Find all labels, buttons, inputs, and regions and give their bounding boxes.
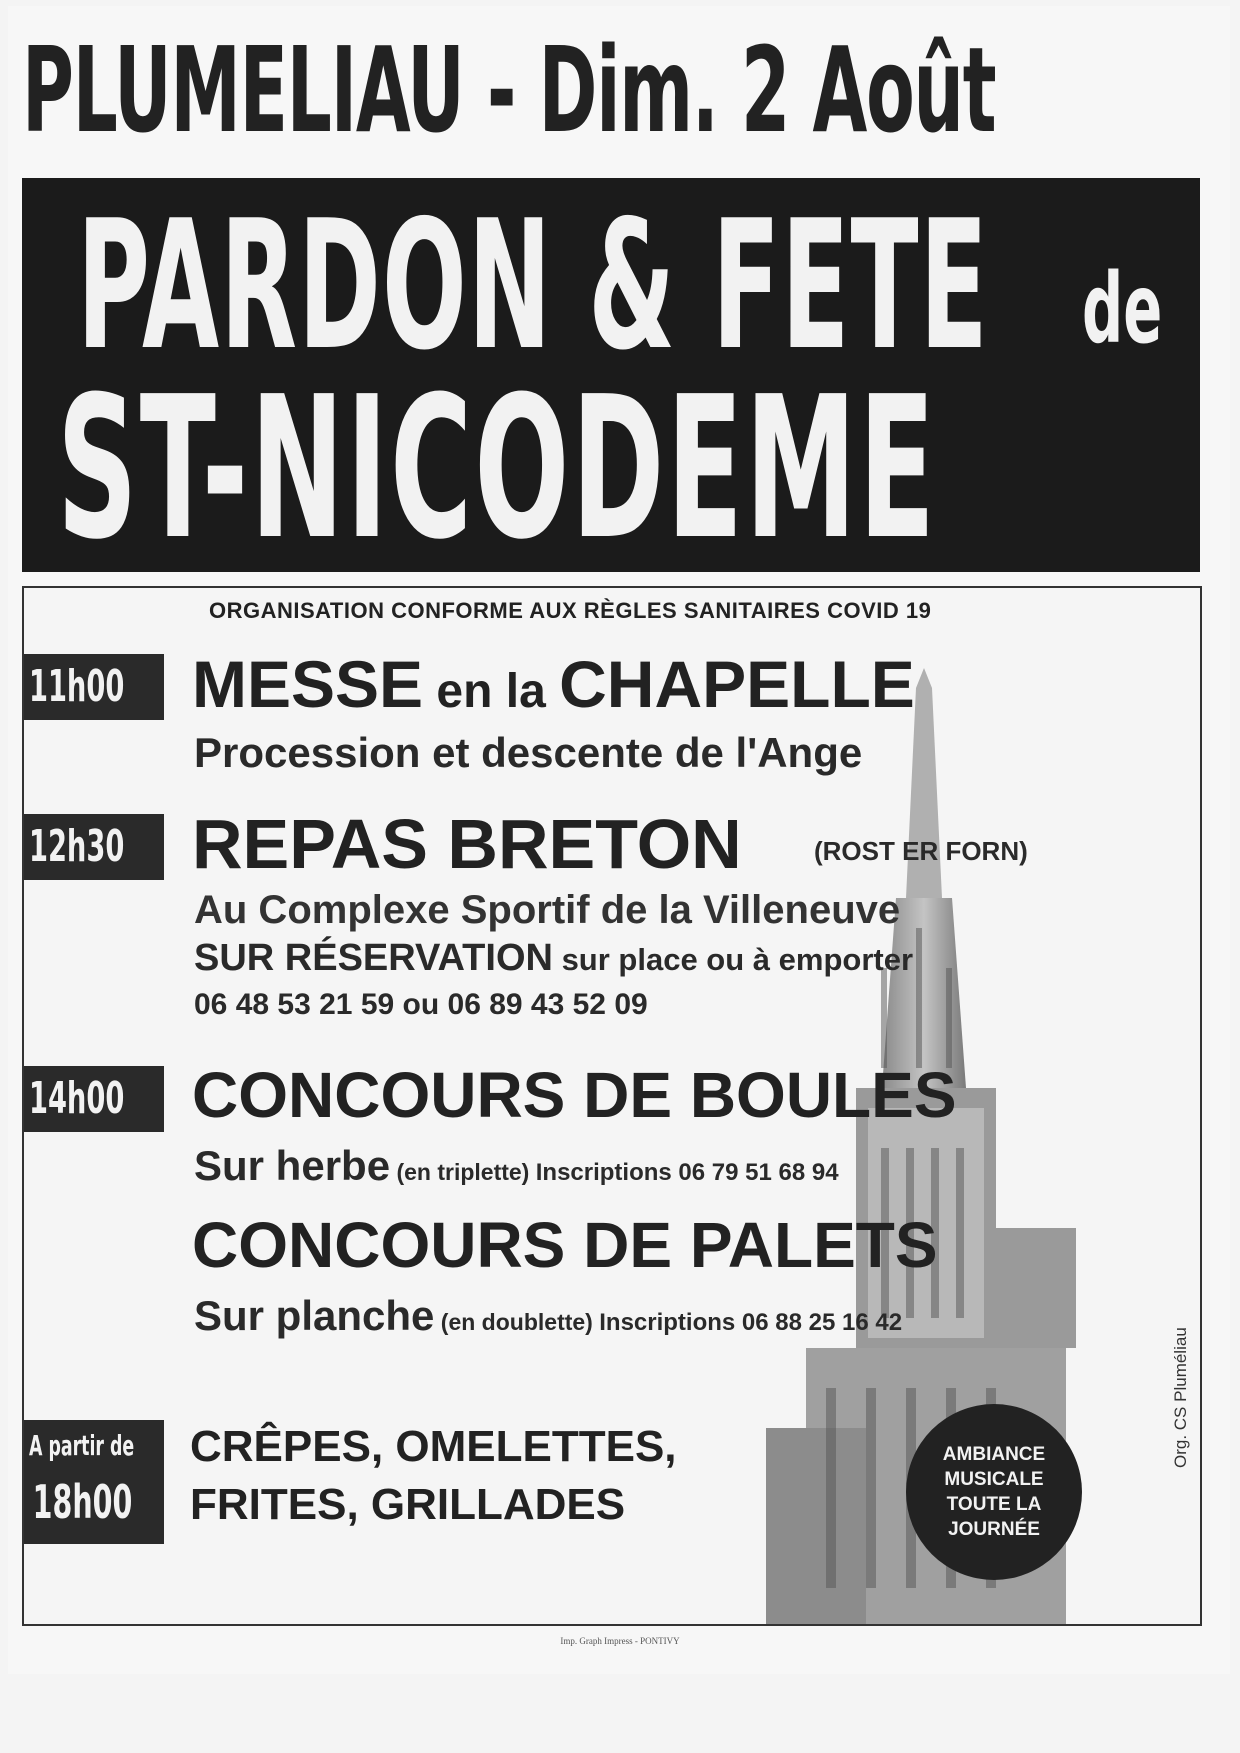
time-badge-12h30: 12h30: [24, 814, 164, 880]
time-badge-11h00: 11h00: [24, 654, 164, 720]
title-pardon-fete: PARDON & FETE: [77, 182, 989, 389]
repas-phones: 06 48 53 21 59 ou 06 89 43 52 09: [194, 988, 648, 1021]
soir-line-1: CRÊPES, OMELETTES,: [190, 1422, 677, 1471]
covid-notice: ORGANISATION CONFORME AUX RÈGLES SANITAIRES COVID 19: [209, 598, 932, 623]
title-line-1: [77, 182, 1240, 389]
header-text: PLUMELIAU - Dim. 2 Août: [22, 21, 996, 159]
ambiance-badge: AMBIANCE MUSICALE TOUTE LA JOURNÉE: [906, 1404, 1082, 1580]
repas-reservation: SUR RÉSERVATION sur place ou à emporter: [194, 937, 914, 979]
program-box: ORGANISATION CONFORME AUX RÈGLES SANITAIRES COVID 19 11h00 MESSE en la CHAPELLE Procession et descente de l'Ange 12h30 REPAS BRETON (ROST ER FORN) Au Complexe Sportif de la Villeneuve SUR RÉSERVATION sur place ou à emporter 06 48 53 21 59 ou 06 89 43 52 09 14h00 CONCOURS DE BOULES Sur herbe (en triplette) Inscriptions 06 79 51 68 94 CONCOURS DE PALETS Sur planche (en doublette) Inscriptions 06 88 25 16 42 A partir de 18h00 CRÊPES, OMELETTES, FRITES, GRILLADES AMBIANCE MUSICALE TOUTE LA JOURNÉE Org. CS Pluméliau: [22, 586, 1202, 1626]
title-st-nicodeme: ST-NICODEME: [57, 355, 938, 583]
printer-credit: Imp. Graph Impress - PONTIVY: [560, 1636, 680, 1646]
title-de: de: [1082, 253, 1163, 365]
repas-note: (ROST ER FORN): [814, 836, 1028, 866]
messe-title: MESSE en la CHAPELLE: [192, 647, 915, 721]
boules-title: CONCOURS DE BOULES: [192, 1059, 957, 1131]
title-banner: [22, 178, 1200, 583]
poster-header: [22, 20, 1202, 160]
time-badge-18h00: A partir de 18h00: [24, 1420, 164, 1544]
palets-subtitle: Sur planche (en doublette) Inscriptions 06 88 25 16 42: [194, 1292, 903, 1339]
boules-subtitle: Sur herbe (en triplette) Inscriptions 06 79 51 68 94: [194, 1142, 839, 1189]
messe-subtitle: Procession et descente de l'Ange: [194, 729, 863, 776]
time-badge-14h00: 14h00: [24, 1066, 164, 1132]
soir-line-2: FRITES, GRILLADES: [190, 1480, 626, 1529]
palets-title: CONCOURS DE PALETS: [192, 1209, 938, 1281]
repas-title: REPAS BRETON: [192, 805, 742, 883]
title-line-2: [57, 355, 1240, 583]
repas-location: Au Complexe Sportif de la Villeneuve: [194, 888, 901, 932]
